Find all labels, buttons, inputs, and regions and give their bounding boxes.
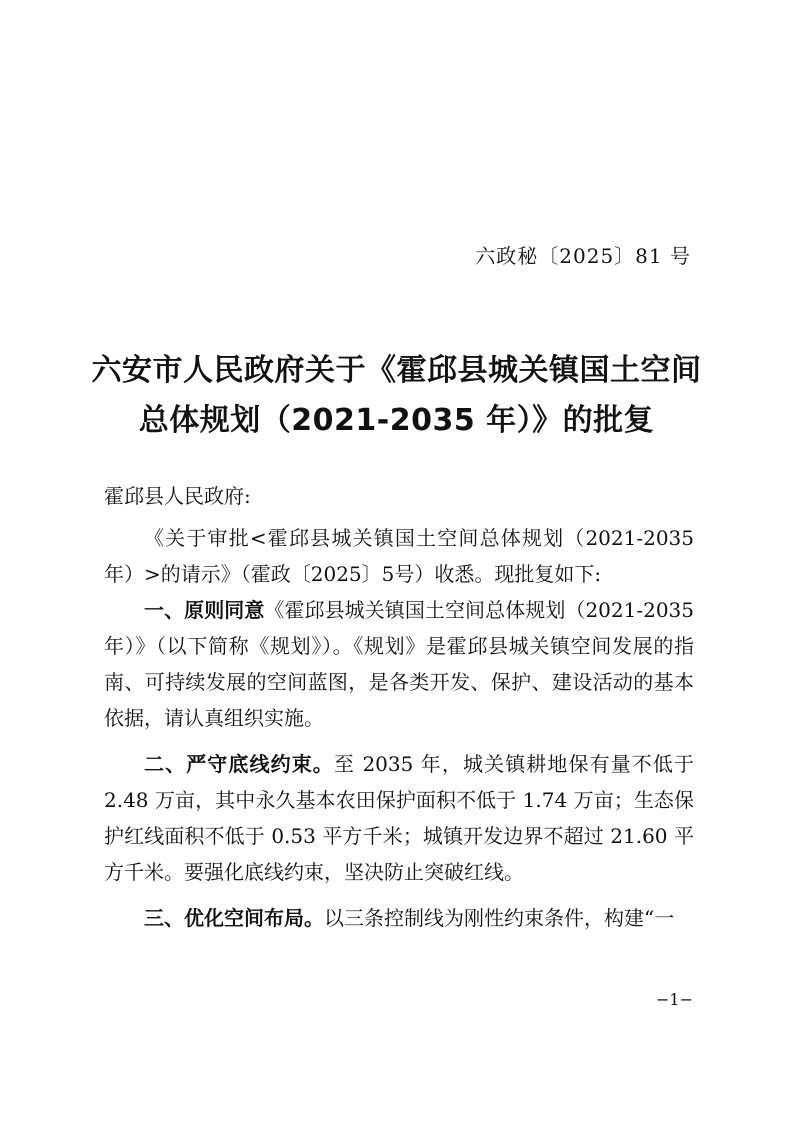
document-body [104,520,694,936]
paragraph-1 [104,520,694,592]
paragraph-3 [104,746,694,890]
page-number: −1− [656,990,693,1009]
paragraph-4-lead: 三、优化空间布局。 [144,906,324,930]
paragraph-2-text: 《霍邱县城关镇国土空间总体规划（2021-2035 年）》（以下简称《规划》）。《规划》是霍邱县城关镇空间发展的指南、可持续发展的空间蓝图，是各类开发、保护、建设活动的基本依据，请认真组织实施。 [104,598,695,730]
paragraph-4 [104,900,694,936]
paragraph-2-lead: 一、原则同意 [144,598,265,622]
addressee: 霍邱县人民政府: [104,484,251,508]
paragraph-1-text: 《关于审批<霍邱县城关镇国土空间总体规划（2021-2035 年）>的请示》（霍政〔2025〕5号）收悉。现批复如下: [104,526,694,586]
title-line-2: 总体规划（2021-2035 年）》的批复 [138,403,655,438]
paragraph-3-text: 至 2035 年，城关镇耕地保有量不低于 2.48 万亩，其中永久基本农田保护面积不低于 1.74 万亩；生态保护红线面积不低于 0.53 平方千米；城镇开发边界不超过 21.60 平方千米。要强化底线约束，坚决防止突破红线。 [104,752,694,884]
paragraph-3-lead: 二、严守底线约束。 [144,752,334,776]
document-title [60,346,733,446]
paragraph-2 [104,592,694,736]
paragraph-4-text: 以三条控制线为刚性约束条件，构建“一 [324,906,675,930]
title-line-1: 六安市人民政府关于《霍邱县城关镇国土空间 [91,353,702,388]
document-number: 六政秘〔2025〕81 号 [475,244,691,268]
